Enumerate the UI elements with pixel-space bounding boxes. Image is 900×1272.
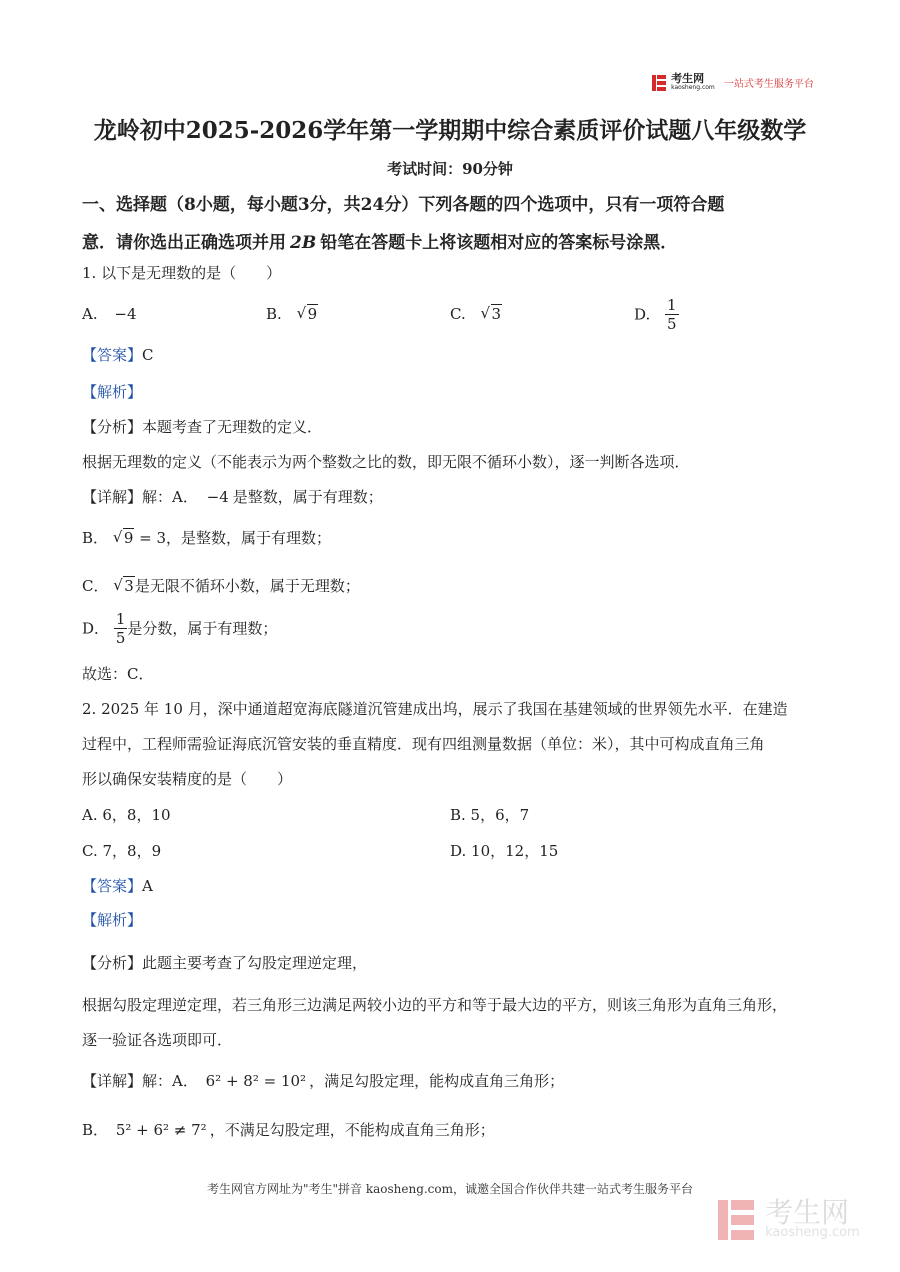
detail-text: 是分数，属于有理数；	[127, 619, 278, 638]
q1-option-c	[450, 304, 502, 324]
q2-detail-b	[82, 1120, 495, 1140]
option-label: D.	[634, 305, 651, 324]
sqrt-expression	[113, 576, 135, 596]
q1-detail-c	[82, 576, 360, 596]
exam-time: 考试时间：90分钟	[387, 160, 513, 178]
fraction	[665, 296, 679, 333]
answer-value: A	[142, 877, 153, 895]
denominator: 5	[667, 315, 677, 333]
q1-basis: 根据无理数的定义（不能表示为两个整数之比的数，即无限不循环小数），逐一判断各选项．	[82, 453, 690, 471]
radicand: 3	[491, 305, 502, 323]
detail-text: 解：A．	[142, 488, 198, 506]
watermark-cn: 考生网	[765, 1196, 850, 1229]
detail-text: ，不满足勾股定理，不能构成直角三角形；	[209, 1121, 495, 1139]
numerator: 1	[667, 296, 677, 314]
equation-part: = 3	[139, 529, 167, 547]
q1-detail-b	[82, 528, 331, 548]
q2-stem-line3: 形以确保安装精度的是（ ）	[82, 770, 293, 788]
q2-stem-line1: 2. 2025 年 10 月，深中通道超宽海底隧道沉管建成出坞，展示了我国在基建领域的世界领先水平．在建造	[82, 700, 788, 718]
analysis-text: 此题主要考查了勾股定理逆定理，	[142, 954, 368, 972]
page-title: 龙岭初中2025-2026学年第一学期期中综合素质评价试题八年级数学	[93, 117, 807, 144]
q1-detail-a	[82, 487, 383, 507]
detail-text: B．	[82, 529, 109, 547]
sqrt-expression	[297, 304, 319, 324]
detail-tag: 【详解】	[82, 488, 143, 506]
pencil-grade: 2B	[290, 233, 317, 253]
q2-stem-line2: 过程中，工程师需验证海底沉管安装的垂直精度．现有四组测量数据（单位：米），其中可构成直角三角	[82, 735, 765, 753]
watermark-logo-icon	[718, 1200, 754, 1240]
radicand: 9	[123, 529, 134, 547]
radicand: 9	[307, 305, 318, 323]
detail-text: B．	[82, 1121, 109, 1139]
logo-en: kaosheng.com	[671, 83, 715, 91]
answer-tag: 【答案】	[82, 877, 143, 895]
option-label: C.	[450, 305, 466, 323]
equation: 6² + 8² = 10²	[205, 1072, 307, 1090]
q1-jiexi-tag: 【解析】	[82, 383, 143, 401]
sqrt-expression	[113, 528, 135, 548]
sqrt-expression	[481, 304, 503, 324]
logo-cn: 考生网	[671, 71, 705, 85]
q1-option-b	[266, 304, 318, 324]
detail-text: C．	[82, 577, 109, 595]
q1-conclusion: 故选：C．	[82, 665, 154, 683]
answer-tag: 【答案】	[82, 346, 143, 364]
q2-option-d: D. 10，12，15	[450, 842, 559, 860]
q1-detail-d	[82, 610, 277, 647]
section-heading-line2	[82, 228, 677, 253]
analysis-tag: 【分析】	[82, 418, 143, 436]
footer-note: 考生网官方网址为"考生"拼音 kaosheng.com，诚邀全国合作伙伴共建一站式考生服务平台	[206, 1182, 694, 1196]
detail-text: ，满足勾股定理，能构成直角三角形；	[309, 1072, 565, 1090]
q2-option-c: C. 7，8，9	[82, 842, 162, 860]
analysis-tag: 【分析】	[82, 954, 143, 972]
section-text: 意．请你选出正确选项并用	[82, 233, 286, 253]
detail-text: 是无限不循环小数，属于无理数；	[134, 577, 360, 595]
brand-logo	[652, 72, 814, 94]
q2-option-a: A. 6，8，10	[82, 806, 171, 824]
watermark	[718, 1196, 860, 1240]
detail-text: 是整数，属于有理数；	[232, 488, 383, 506]
q1-analysis	[82, 417, 322, 437]
analysis-text: 本题考查了无理数的定义．	[142, 418, 323, 436]
detail-text: ，是整数，属于有理数；	[166, 529, 332, 547]
equation: 5² + 6² ≠ 7²	[115, 1121, 207, 1139]
detail-text: D．	[82, 619, 110, 638]
watermark-en: kaosheng.com	[765, 1225, 860, 1240]
option-value: −4	[114, 305, 137, 323]
answer-value: C	[142, 346, 154, 364]
option-label: A.	[82, 305, 98, 323]
logo-slogan: 一站式考生服务平台	[723, 79, 814, 90]
numerator: 1	[115, 610, 126, 628]
q1-option-a	[82, 304, 137, 324]
q2-jiexi-tag: 【解析】	[82, 911, 143, 929]
q2-basis-line1: 根据勾股定理逆定理，若三角形三边满足两较小边的平方和等于最大边的平方，则该三角形为直角三角形，	[82, 996, 788, 1014]
fraction	[114, 610, 128, 647]
radicand: 3	[124, 577, 134, 595]
q2-detail-a	[82, 1071, 564, 1091]
section-text-tail: 铅笔在答题卡上将该题相对应的答案标号涂黑．	[320, 233, 678, 253]
detail-text: 解：A．	[142, 1072, 198, 1090]
q2-option-b: B. 5，6，7	[450, 806, 530, 824]
option-label: B.	[266, 305, 282, 323]
q1-option-d	[634, 296, 679, 333]
q2-answer	[82, 876, 153, 896]
detail-tag: 【详解】	[82, 1072, 143, 1090]
section-heading-line1: 一、选择题（8小题，每小题3分，共24分）下列各题的四个选项中，只有一项符合题	[82, 195, 725, 215]
q2-analysis	[82, 953, 367, 973]
kaosheng-logo-icon	[652, 75, 666, 91]
q1-stem: 1. 以下是无理数的是（ ）	[82, 264, 282, 282]
q2-basis-line2: 逐一验证各选项即可．	[82, 1031, 233, 1049]
denominator: 5	[115, 629, 126, 647]
q1-answer	[82, 345, 154, 365]
detail-value: −4	[206, 488, 229, 506]
